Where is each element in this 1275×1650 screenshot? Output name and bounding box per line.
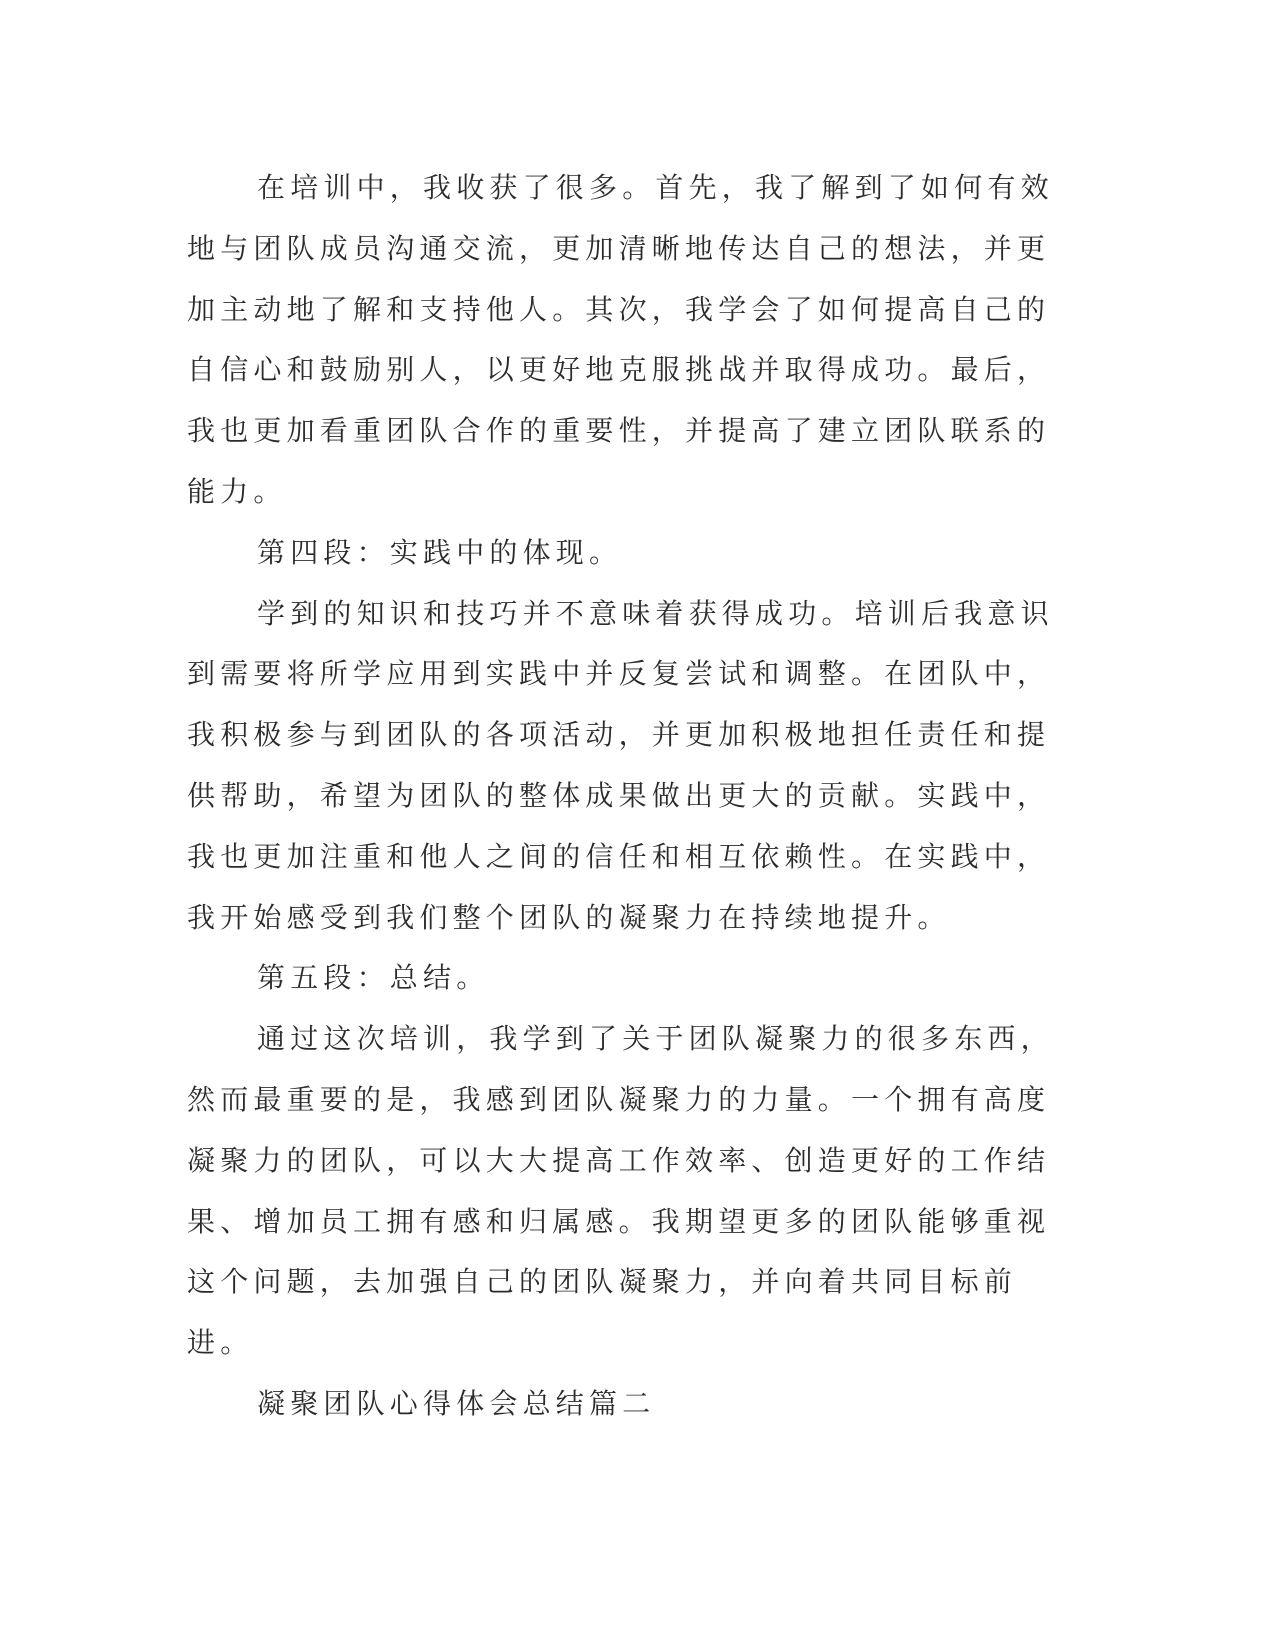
document-body bbox=[187, 158, 1067, 1435]
paragraph-practice: 学到的知识和技巧并不意味着获得成功。培训后我意识到需要将所学应用到实践中并反复尝试和调整。在团队中，我积极参与到团队的各项活动，并更加积极地担任责任和提供帮助，希望为团队的整体成果做出更大的贡献。实践中，我也更加注重和他人之间的信任和相互依赖性。在实践中，我开始感受到我们整个团队的凝聚力在持续地提升。 bbox=[187, 596, 1054, 934]
section-heading-five: 第五段：总结。 bbox=[257, 961, 490, 995]
paragraph-summary: 通过这次培训，我学到了关于团队凝聚力的很多东西，然而最重要的是，我感到团队凝聚力的力量。一个拥有高度凝聚力的团队，可以大大提高工作效率、创造更好的工作结果、增加员工拥有感和归属感。我期望更多的团队能够重视这个问题，去加强自己的团队凝聚力，并向着共同目标前进。 bbox=[187, 1022, 1054, 1360]
paragraph-training-gains: 在培训中，我收获了很多。首先，我了解到了如何有效地与团队成员沟通交流，更加清晰地传达自己的想法，并更加主动地了解和支持他人。其次，我学会了如何提高自己的自信心和鼓励别人，以更好地克服挑战并取得成功。最后，我也更加看重团队合作的重要性，并提高了建立团队联系的能力。 bbox=[187, 171, 1054, 508]
section-heading-four: 第四段：实践中的体现。 bbox=[257, 535, 623, 569]
article-title-part-two: 凝聚团队心得体会总结篇二 bbox=[257, 1386, 656, 1420]
